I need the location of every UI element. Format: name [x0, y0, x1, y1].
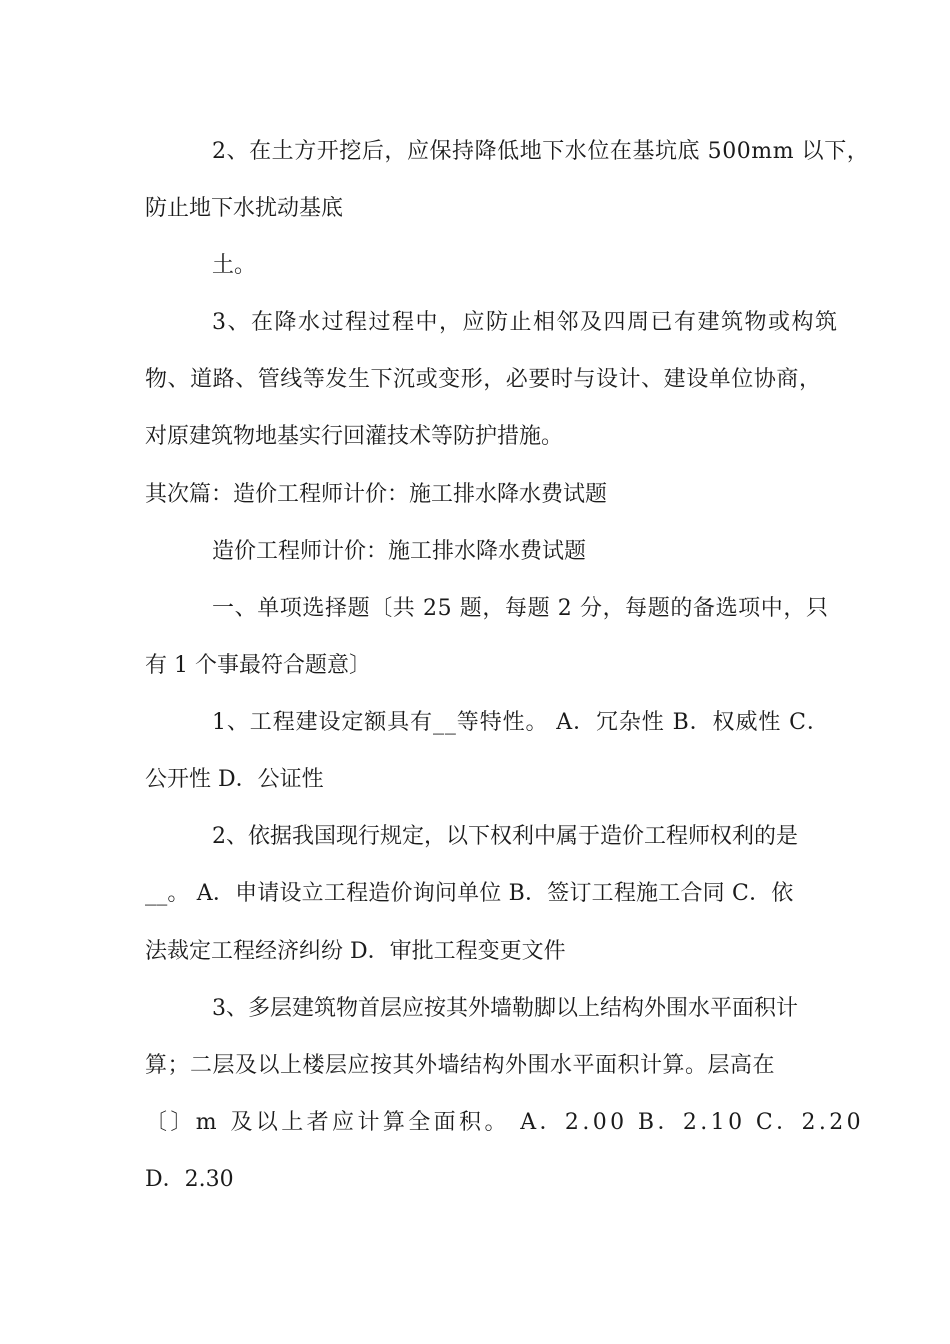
text-line: 3、在降水过程过程中，应防止相邻及四周已有建筑物或构筑 [212, 310, 839, 335]
question-line: 〔〕m 及以上者应计算全面积。 A．2.00 B．2.10 C．2.20 [145, 1110, 865, 1135]
text-line: 对原建筑物地基实行回灌技术等防护措施。 [145, 424, 564, 449]
text-line: 有 1 个事最符合题意〕 [145, 653, 371, 678]
question-line: 公开性 D．公证性 [145, 767, 324, 792]
text-line: 土。 [212, 253, 257, 278]
question-line: 3、多层建筑物首层应按其外墙勒脚以上结构外围水平面积计 [212, 996, 798, 1021]
text-line: 2、在土方开挖后，应保持降低地下水位在基坑底 500mm 以下， [212, 139, 870, 164]
question-line: 1、工程建设定额具有__等特性。 A．冗杂性 B．权威性 C． [212, 710, 830, 735]
text-line: 一、单项选择题〔共 25 题，每题 2 分，每题的备选项中，只 [212, 596, 829, 621]
question-line: 法裁定工程经济纠纷 D．审批工程变更文件 [145, 939, 566, 964]
section-heading: 其次篇：造价工程师计价：施工排水降水费试题 [145, 482, 608, 507]
question-line: 算；二层及以上楼层应按其外墙结构外围水平面积计算。层高在 [145, 1053, 776, 1078]
question-line: 2、依据我国现行规定，以下权利中属于造价工程师权利的是 [212, 824, 798, 849]
text-line: 物、道路、管线等发生下沉或变形，必要时与设计、建设单位协商， [145, 367, 822, 392]
question-line: __。 A．申请设立工程造价询问单位 B．签订工程施工合同 C．依 [145, 881, 794, 906]
section-subtitle: 造价工程师计价：施工排水降水费试题 [212, 539, 587, 564]
question-line: D．2.30 [145, 1167, 234, 1192]
text-line: 防止地下水扰动基底 [145, 196, 344, 221]
